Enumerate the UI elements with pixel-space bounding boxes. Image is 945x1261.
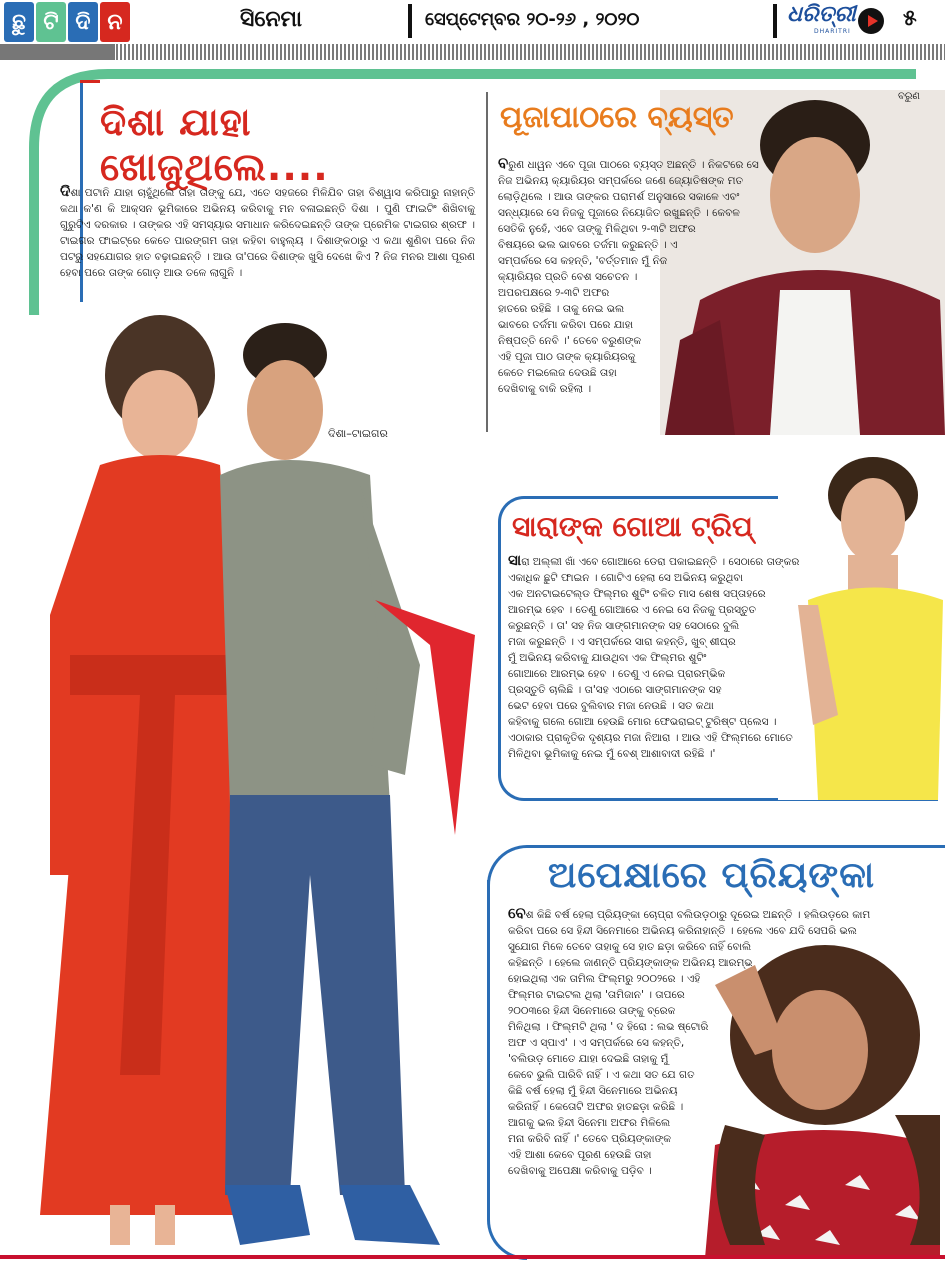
disha-article-body — [60, 183, 475, 281]
disha-headline: ଦିଶା ଯାହା ଖୋଜୁଥିଲେ.... — [100, 100, 329, 189]
article-line: ଏହି ଆଶା କେବେ ପୂରଣ ହେଉଛି ତାହା — [508, 1149, 652, 1161]
varun-photo-credit: ବରୁଣ — [898, 91, 920, 102]
disha-photo-caption: ଦିଶା–ଟାଇଗର — [328, 427, 388, 440]
article-line: ନିଷ୍ପତ୍ତି ନେବି ।' ତେବେ ବରୁଣଙ୍କ — [498, 335, 642, 347]
article-line: ମିଳିଥିବା ଭୂମିକାକୁ ନେଇ ମୁଁ ବେଶ୍ ଆଶାବାଦୀ ରହିଛି ।' — [508, 748, 716, 760]
article-line: ଏକ ଅନଟାଇଟେଲ୍ଡ ଫିଲ୍ମର ଶୁଟିଂ ଚଳିତ ମାସ ଶେଷ ସପ୍ତାହରେ — [508, 588, 766, 600]
article-line: ମନା କରିବି ନାହିଁ ।' ତେବେ ପ୍ରିୟଙ୍କାଙ୍କ — [508, 1133, 671, 1145]
sara-headline: ସାରାଙ୍କ ଗୋଆ ଟ୍ରିପ୍ — [512, 510, 753, 543]
section-name: ସିନେମା — [240, 7, 302, 32]
article-line: ବିଷୟରେ ଭଲ ଭାବରେ ତର୍ଜମା କରୁଛନ୍ତି । ଏ — [498, 239, 678, 251]
article-line: ଅପରପକ୍ଷରେ ୨-୩ଟି ଅଫର — [498, 287, 610, 299]
disha-dropcap: ଦି — [60, 182, 71, 200]
brand-sub: DHARITRI — [814, 28, 851, 35]
masthead-divider — [408, 4, 412, 38]
logo-char: ଛୁ — [4, 2, 34, 42]
play-icon — [858, 8, 884, 34]
sara-article-body — [508, 552, 799, 762]
brand-logo: ଧରିତ୍ରୀ — [787, 2, 856, 27]
article-line: କରିନାହିଁ । କେତୋଟି ଅଫର ହାତଛଡ଼ା କରିଛି । — [508, 1101, 684, 1113]
article-line: ପ୍ରସ୍ତୁତି ଚାଲିଛି । ତା'ସହ ଏଠାରେ ସାଙ୍ଗମାନଙ୍କ ସହ — [508, 684, 722, 696]
varun-article-body — [498, 155, 759, 397]
article-line: ଫିଲ୍ମର ଟାଇଟଲ ଥିଲା 'ତାମିଜାନ' । ତାପରେ — [508, 989, 685, 1001]
article-line: 'ବଲିଉଡ଼ ମୋତେ ଯାହା ଦେଇଛି ତାହାକୁ ମୁଁ — [508, 1053, 669, 1065]
article-line: କ୍ୟାରିୟର ପ୍ରତି ବେଶ ସଚେତନ । — [498, 271, 638, 283]
article-line: ହାତରେ ରହିଛି । ତାକୁ ନେଇ ଭଲ — [498, 303, 625, 315]
article-line: କିଛି ବର୍ଷ ହେଲା ମୁଁ ହିନ୍ଦୀ ସିନେମାରେ ଅଭିନୟ — [508, 1085, 678, 1097]
masthead-stripe — [0, 44, 945, 60]
article-line — [498, 155, 759, 173]
sara-photo — [778, 455, 945, 800]
page-number: ୫ — [903, 6, 917, 31]
article-line: କେବେ ଭୁଲି ପାରିବି ନାହିଁ । ଏ କଥା ସତ ଯେ ଗତ — [508, 1069, 695, 1081]
article-line: ଏହି ପୂଜା ପାଠ ତାଙ୍କ କ୍ୟାରିୟରକୁ — [498, 351, 636, 363]
article-line: କହିବାକୁ ଗଲେ ଗୋଆ ହେଉଛି ମୋର ଫେଭରାଇଟ୍ ଟୁରିଷ୍ଟ ପ୍ଲେସ । — [508, 716, 777, 728]
article-line: ଭାବରେ ତର୍ଜମା କରିବା ପରେ ଯାହା — [498, 319, 634, 331]
masthead-stripe-solid — [0, 44, 115, 60]
red-accent-rule — [80, 80, 100, 83]
article-line: ସୁଯୋଗ ମିଳେ ତେବେ ତାହାକୁ ସେ ହାତ ଛଡ଼ା କରିବେ ନାହିଁ ବୋଲି — [508, 941, 752, 953]
disha-tiger-photo — [10, 315, 480, 1260]
logo-char: ଟି — [36, 2, 66, 42]
sara-dropcap: ସା — [508, 551, 522, 569]
article-line: କରୁଛନ୍ତି । ତା' ସହ ନିଜ ସାଙ୍ଗମାନଙ୍କ ସହ ସେଠାରେ ବୁଲି — [508, 620, 740, 632]
disha-body-text: ଶା ପଟାନି ଯାହା ଚାହୁଁଥିଲେ ତାହା ତାଙ୍କୁ ଯେ, ଏତେ ସହଜରେ ମିଳିଯିବ ତାହା ବିଶ୍ୱାସ କରିପାରୁ ନାହାନ୍ତି କଥା କ'ଣ କି ଆକ୍ସନ ଭୂମିକାରେ ଅଭିନୟ କରିବାକୁ ମନ ବଳାଇଛନ୍ତି ଦିଶା । ପୁଣି ଫାଇଟିଂ ଶିଖିବାକୁ ଗୁରୁଟିଏ ଦରକାର । ତାଙ୍କର ଏହି ସମସ୍ୟାର ସମାଧାନ କରିଦେଇଛନ୍ତି ତାଙ୍କ ପ୍ରେମିକ ଟାଇଗର ଶ୍ରଫ । ଟାଇଗର ଫାଇଟ୍‌ରେ କେତେ ପାରଙ୍ଗମ ତାହା କହିବା ବାହୁଲ୍ୟ । ଦିଶାଙ୍କଠାରୁ ଏ କଥା ଶୁଣିବା ପରେ ନିଜ ପଟରୁ ସହଯୋଗର ହାତ ବଢ଼ାଇଛନ୍ତି । ଆଉ ତା'ପରେ ଦିଶାଙ୍କ ଖୁସି ଦେଖେ କିଏ ? ନିଜ ମନର ଆଶା ପୂରଣ ହେବା ପରେ ତାଙ୍କ ଗୋଡ଼ ଆଉ ତଳେ ଲାଗୁନି । — [60, 187, 475, 279]
varun-headline: ପୂଜାପାଠରେ ବ୍ୟସ୍ତ — [500, 100, 734, 135]
article-line: ଏଠାକାର ପ୍ରାକୃତିକ ଦୃଶ୍ୟର ମଜା ନିଆରା । ଆଉ ଏହି ଫିଲ୍ମରେ ମୋତେ — [508, 732, 793, 744]
masthead-divider — [773, 4, 777, 38]
article-line: ଦେଖିବାକୁ ଅପେକ୍ଷା କରିବାକୁ ପଡ଼ିବ । — [508, 1165, 652, 1177]
article-line-text: ଶ କିଛି ବର୍ଷ ହେଲା ପ୍ରିୟଙ୍କା ଚୋପ୍ରା ବଲିଉଡ଼ଠାରୁ ଦୂରେଇ ଅଛନ୍ତି । ହଲିଉଡ଼ରେ କାମ — [525, 909, 871, 921]
priyanka-article-body — [508, 905, 870, 1179]
page-bottom-rule — [0, 1255, 945, 1259]
article-line: ନିଜ ଅଭିନୟ କ୍ୟାରିୟର ସମ୍ପର୍କରେ ଜଣେ ଜ୍ୟୋତିଷଙ୍କ ମତ — [498, 175, 743, 187]
article-line: ଆରମ୍ଭ ହେବ । ତେଣୁ ଗୋଆରେ ଏ ନେଇ ସେ ନିଜକୁ ପ୍ରସ୍ତୁତ — [508, 604, 756, 616]
article-line: ମିଳିଥିଲା । ଫିଲ୍ମଟି ଥିଲା ' ଦ ହିରୋ : ଲଭ ଷ୍ଟୋରି — [508, 1021, 709, 1033]
article-line: ମଜା କରୁଛନ୍ତି । ଏ ସମ୍ପର୍କରେ ସାରା କହନ୍ତି, ଖୁବ୍ ଶୀଘ୍ର — [508, 636, 736, 648]
article-line: ଏକାଧିକ ଛୁଟି ଫାଇନ । ଗୋଟିଏ ହେଲା ସେ ଅଭିନୟ କରୁଥିବା — [508, 572, 743, 584]
article-line: କରିବା ପରେ ସେ ହିନ୍ଦୀ ସିନେମାରେ ଅଭିନୟ କରିନାହାନ୍ତି । ହେଲେ ଏବେ ଯଦି ସେପରି ଭଲ — [508, 925, 857, 937]
article-line: ସେତିକି ନୁହେଁ, ଏବେ ତାଙ୍କୁ ମିଳିଥିବା ୨-୩ଟି ଅଫର — [498, 223, 696, 235]
article-line: ଦେଖିବାକୁ ବାକି ରହିଲା । — [498, 383, 592, 395]
varun-dropcap: ବ — [498, 154, 509, 172]
article-line: ସନ୍ଧ୍ୟାରେ ସେ ନିଜକୁ ପୂଜାରେ ନିୟୋଜିତ ରଖୁଛନ୍ତି । କେବଳ — [498, 207, 740, 219]
masthead — [0, 0, 945, 44]
article-line: ଭେଟ ହେବା ପରେ ବୁଲିବାର ମଜା ନେଉଛି । ସତ କଥା — [508, 700, 714, 712]
article-line: ଲୋଡ଼ିଥିଲେ । ଆଉ ତାଙ୍କର ପରାମର୍ଶ ଅନୁସାରେ ସକାଳେ ଏବଂ — [498, 191, 740, 203]
logo-char: ନ — [100, 2, 130, 42]
article-line: କେତେ ମଇଲେଜ ଦେଉଛି ତାହା — [498, 367, 617, 379]
issue-date: ସେପ୍ଟେମ୍ବର ୨୦-୨୬ , ୨୦୨୦ — [425, 9, 640, 30]
article-line: ୨୦୦୩ରେ ହିନ୍ଦୀ ସିନେମାରେ ତାଙ୍କୁ ବ୍ରେକ — [508, 1005, 676, 1017]
article-line — [508, 905, 870, 923]
article-line: ଆଗକୁ ଭଲ ହିନ୍ଦୀ ସିନେମା ଅଫର ମିଳିଲେ — [508, 1117, 671, 1129]
article-line: ହୋଇଥିଲା ଏକ ତାମିଲ ଫିଲ୍ମରୁ ୨୦୦୨ରେ । ଏହି — [508, 973, 701, 985]
article-line: ଗୋଆରେ ଆରମ୍ଭ ହେବ । ତେଣୁ ଏ ନେଇ ପ୍ରାରମ୍ଭିକ — [508, 668, 726, 680]
column-rule — [486, 92, 488, 432]
priyanka-headline: ଅପେକ୍ଷାରେ ପ୍ରିୟଙ୍କା — [548, 855, 876, 896]
article-line: ମୁଁ ଅଭିନୟ କରିବାକୁ ଯାଉଥିବା ଏକ ଫିଲ୍ମର ଶୁଟିଂ — [508, 652, 707, 664]
logo-char: ଦି — [68, 2, 98, 42]
article-line: ଅଫ ଏ ସ୍ପାଏ' । ଏ ସମ୍ପର୍କରେ ସେ କହନ୍ତି, — [508, 1037, 685, 1049]
article-line-text: ରା ଅଲ୍ଲୀ ଖାଁ ଏବେ ଗୋଆରେ ଡେରା ପକାଇଛନ୍ତି । ସେଠାରେ ତାଙ୍କର — [521, 556, 800, 568]
supplement-logo — [4, 2, 132, 42]
article-line — [508, 552, 799, 570]
priyanka-dropcap: ବେ — [508, 904, 526, 922]
article-line-text: ରୁଣ ଧାୱନ ଏବେ ପୂଜା ପାଠରେ ବ୍ୟସ୍ତ ଅଛନ୍ତି । ନିକଟରେ ସେ — [508, 159, 759, 171]
article-line: କହିଛନ୍ତି । ହେଲେ ଜାଣନ୍ତି ପ୍ରିୟଙ୍କାଙ୍କ ଅଭିନୟ ଆରମ୍ଭ — [508, 957, 753, 969]
article-line: ସମ୍ପର୍କରେ ସେ କହନ୍ତି, 'ବର୍ତ୍ତମାନ ମୁଁ ନିଜ — [498, 255, 668, 267]
